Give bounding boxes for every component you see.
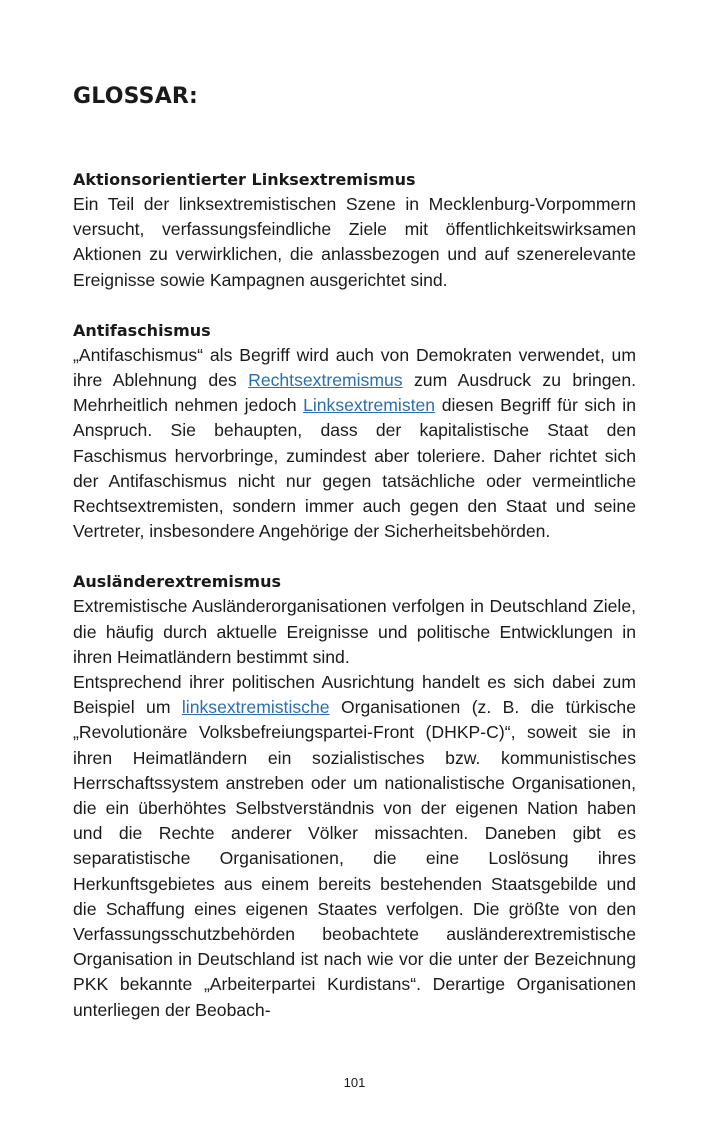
glossary-entries <box>73 167 636 1023</box>
page-title: GLOSSAR: <box>73 84 199 109</box>
glossary-definition-text <box>73 594 636 670</box>
glossary-definition-text <box>73 192 636 293</box>
definition-text-segment: Entsprechend ihrer politischen Ausrichtung handelt es sich dabei zum Beispiel um <box>73 672 636 718</box>
definition-text-segment: „Antifaschismus“ als Begriff wird auch von Demokraten verwendet, um ihre Ablehnung des <box>73 344 636 391</box>
glossary-term-heading: Antifaschismus <box>73 320 211 340</box>
glossary-cross-reference-link[interactable]: Rechtsextremismus <box>248 370 403 391</box>
definition-text-segment: Ein Teil der linksextremistischen Szene in Mecklenburg-Vorpommern versucht, verfassungsfeindliche Ziele mit öffentlichkeitswirksamen Aktionen zu verwirklichen, die anlassbezogen und auf szenerelevante Ereignisse sowie Kampagnen ausgerichtet sind. <box>73 194 636 290</box>
document-page <box>73 82 636 1048</box>
glossary-entry <box>73 318 636 545</box>
definition-text-segment: Organisationen (z. B. die türkische „Revolutionäre Volksbefreiungspartei-Front (DHKP-C)“, soweit sie in ihren Heimatländern ein sozialistisches bzw. kommunistisches Herrschaftssystem anstreben oder um nationalistische Organisationen, die ein überhöhtes Selbstverständnis von der eigenen Nation haben und die Rechte anderer Völker missachten. Daneben gibt es separatistische Organisationen, die eine Loslösung ihres Herkunftsgebietes aus einem bereits bestehenden Staatsgebilde und die Schaffung eines eigenen Staates verfolgen. Die größte von den Verfassungsschutzbehörden beobachtete ausländerextremistische Organisation in Deutschland ist nach wie vor die unter der Bezeichnung PKK bekannte „Arbeiterpartei Kurdistans“. Derartige Organisationen unterliegen der Beobach- <box>73 697 636 1020</box>
glossary-entry <box>73 569 636 1022</box>
glossary-term-heading: Aktionsorientierter Linksextremismus <box>73 170 416 189</box>
glossary-term-heading: Ausländerextremismus <box>73 572 281 592</box>
definition-text-segment: diesen Begriff für sich in Anspruch. Sie behaupten, dass der kapitalistische Staat den Faschismus hervorbringe, zumindest aber toleriere. Daher richtet sich der Antifaschismus nicht nur gegen tatsächliche oder vermeintliche Rechtsextremisten, sondern immer auch gegen den Staat und seine Vertreter, insbesondere Angehörige der Sicherheitsbehörden. <box>73 395 636 542</box>
definition-text-segment: Extremistische Ausländerorganisationen verfolgen in Deutschland Ziele, die häufig durch aktuelle Ereignisse und politische Entwicklungen in ihren Heimatländern bestimmt sind. <box>73 596 636 667</box>
glossary-definition-text <box>73 670 636 1023</box>
glossary-cross-reference-link[interactable]: Linksextremisten <box>303 395 436 416</box>
glossary-entry <box>73 167 636 293</box>
glossary-cross-reference-link[interactable]: linksextremistische <box>181 697 330 718</box>
page-number: 101 <box>343 1075 366 1090</box>
definition-text-segment: zum Ausdruck zu bringen. Mehrheitlich nehmen jedoch <box>73 370 636 416</box>
glossary-definition-text <box>73 343 636 545</box>
